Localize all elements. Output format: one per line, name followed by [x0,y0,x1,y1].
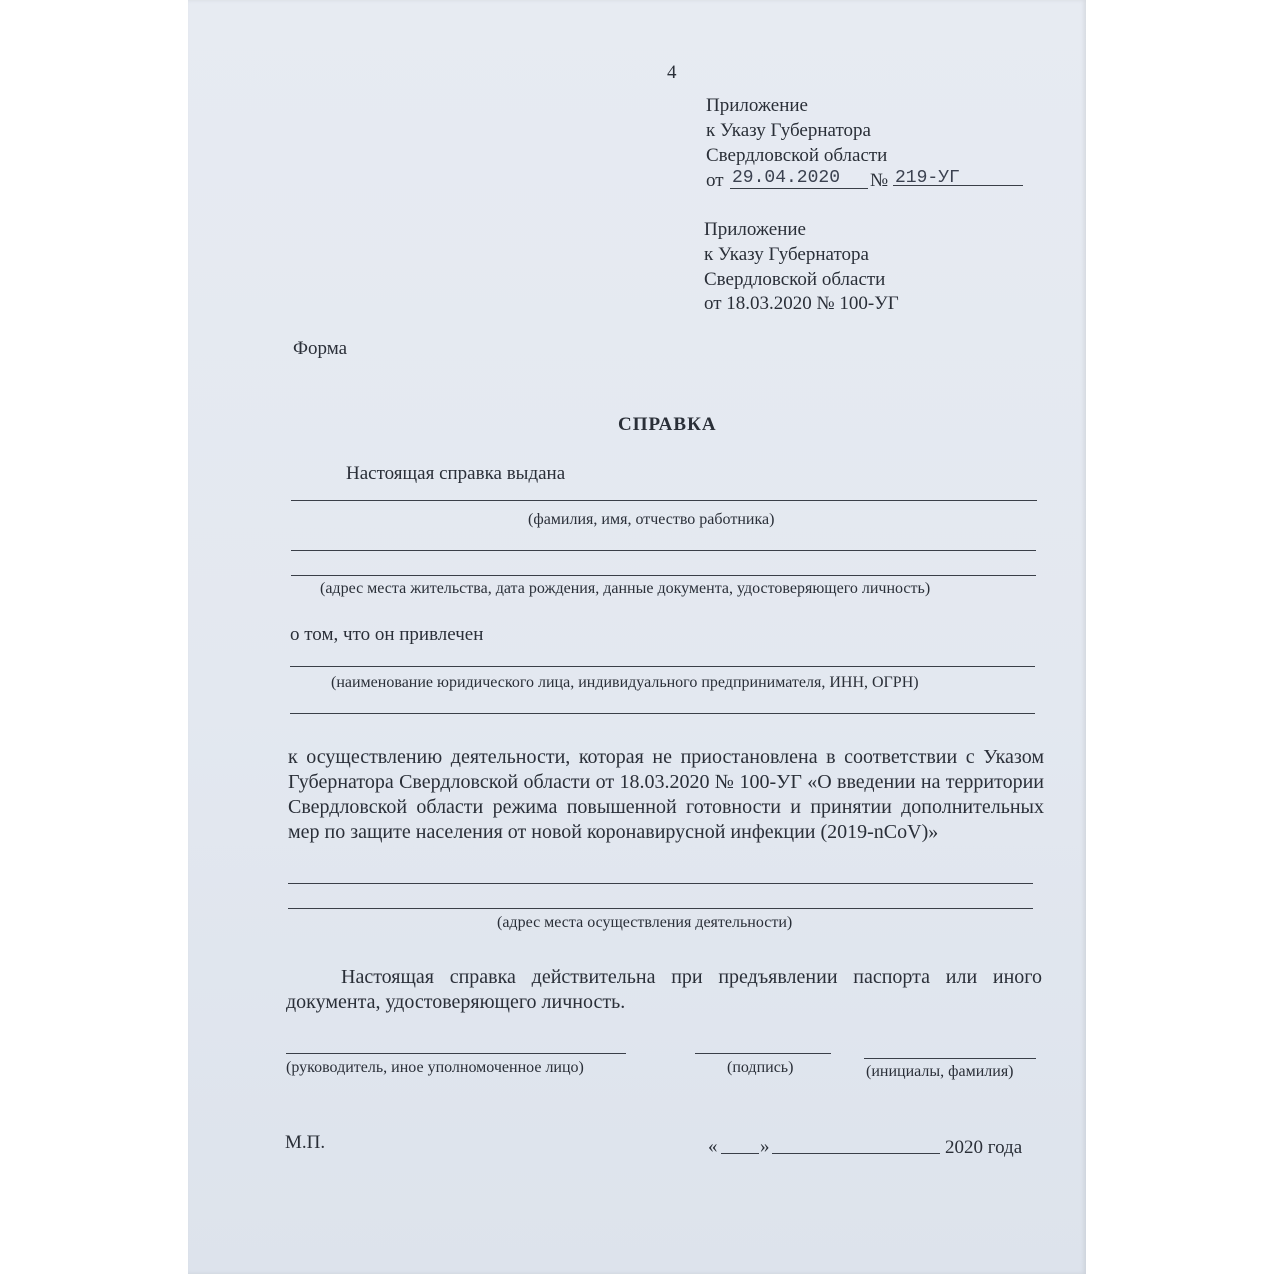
date-open-quote: « [708,1136,718,1157]
caption-activity-address: (адрес места осуществления деятельности) [497,914,793,931]
date-close-quote: » [760,1136,770,1157]
activity-paragraph: к осуществлению деятельности, которая не приостановлена в соответствии с Указом Губернатора Свердловской области от 18.03.2020 № 100-УГ «О введении на территории Свердловской области режима повышенной готовности и принятии дополнительных мер по защите населения от новой коронавирусной инфекции (2019-nCoV)» [288,746,1044,843]
annex-previous-line4: от 18.03.2020 № 100-УГ [704,293,899,314]
involved-text: о том, что он привлечен [290,624,484,645]
day-line [721,1153,759,1154]
annex-current-line2: к Указу Губернатора [706,120,871,141]
caption-entity: (наименование юридического лица, индивидуального предпринимателя, ИНН, ОГРН) [331,674,919,691]
form-label: Форма [293,338,348,359]
stamp-label: М.П. [285,1132,326,1153]
signature-line [695,1053,831,1054]
date-underline [730,188,868,189]
number-underline [893,185,1023,186]
annex-current-number: 219-УГ [895,168,960,188]
activity-address-line-1 [288,883,1033,884]
address-line-2 [291,575,1036,576]
date-year: 2020 года [945,1137,1023,1158]
caption-head: (руководитель, иное уполномоченное лицо) [286,1059,584,1076]
issued-to-text: Настоящая справка выдана [346,463,566,484]
initials-line [864,1058,1036,1059]
entity-line [290,666,1035,667]
annex-current-from-label: от [706,170,724,191]
caption-name: (фамилия, имя, отчество работника) [528,511,775,528]
document-title: СПРАВКА [618,414,717,435]
address-line-1 [291,550,1036,551]
annex-current-line1: Приложение [706,95,808,116]
month-line [772,1153,940,1154]
validity-paragraph: Настоящая справка действительна при предъявлении паспорта или иного документа, удостоверяющего личность. [286,966,1042,1013]
caption-address: (адрес места жительства, дата рождения, данные документа, удостоверяющего личность) [320,580,931,597]
caption-signature: (подпись) [727,1059,794,1076]
head-signature-line [286,1053,626,1054]
caption-initials: (инициалы, фамилия) [866,1063,1014,1080]
entity-line-2 [290,713,1035,714]
annex-previous-line1: Приложение [704,219,806,240]
annex-current-number-label: № [870,170,889,191]
annex-current-line3: Свердловской области [706,145,888,166]
name-line [291,500,1037,501]
page-number: 4 [667,62,677,83]
annex-previous-line3: Свердловской области [704,269,886,290]
annex-previous-line2: к Указу Губернатора [704,244,869,265]
activity-address-line-2 [288,908,1033,909]
annex-current-date: 29.04.2020 [732,168,841,188]
